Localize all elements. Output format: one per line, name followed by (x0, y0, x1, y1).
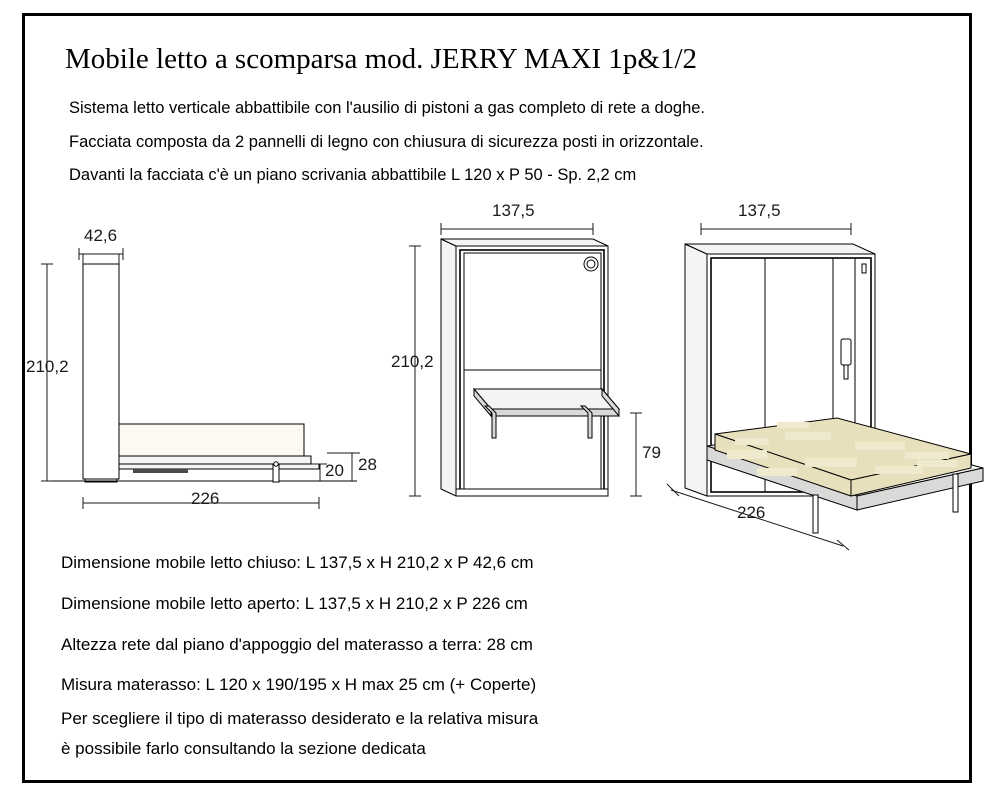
dim-label-net-high: 28 (358, 455, 377, 474)
dim-79 (630, 413, 642, 496)
dim-28 (347, 453, 357, 481)
dim-label-net-low: 20 (325, 461, 344, 480)
bed-leg-front-left (813, 495, 818, 533)
cabinet-top-panel (441, 239, 608, 246)
bed-slat-detail (133, 469, 188, 473)
dim-label-front-height: 210,2 (391, 352, 434, 371)
desk-front-edge (491, 409, 619, 416)
cabinet-left-side-panel (441, 239, 456, 496)
dim-label-total-depth: 226 (191, 489, 220, 508)
diagram-front-view (391, 201, 673, 526)
bed-leg-pivot (274, 462, 278, 466)
dim-42-6 (79, 248, 123, 260)
description-line-3: Davanti la facciata c'è un piano scrivania abbattibile L 120 x P 50 - Sp. 2,2 cm (69, 166, 637, 184)
mattress-side (119, 424, 304, 456)
dim-label-persp-width: 137,5 (738, 201, 781, 220)
dim-label-desk-height: 79 (642, 443, 661, 462)
dim-137-5-front (441, 223, 593, 235)
description-line-1: Sistema letto verticale abbattibile con l'ausilio di pistoni a gas completo di rete a doghe. (69, 99, 706, 117)
bed-leg-front-right (953, 474, 958, 512)
diagram-perspective-view (665, 201, 995, 546)
dim-label-cabinet-depth: 42,6 (84, 226, 118, 245)
spec-line-note-1: Per scegliere il tipo di materasso desiderato e la relativa misura (61, 709, 539, 728)
front-view-svg (393, 206, 673, 526)
dim-label-front-width: 137,5 (492, 201, 535, 220)
handle-lock-inner-icon (587, 260, 595, 268)
spec-line-net-height: Altezza rete dal piano d'appoggio del materasso a terra: 28 cm (61, 635, 533, 654)
front-panel-lower (464, 370, 601, 489)
spec-line-open-dimensions: Dimensione mobile letto aperto: L 137,5 x H 210,2 x P 226 cm (61, 594, 528, 613)
page-title: Mobile letto a scomparsa mod. JERRY MAXI 1p&1/2 (65, 43, 698, 75)
dim-label-persp-depth: 226 (737, 503, 766, 522)
bed-leg-side (273, 464, 279, 482)
cabinet-left-wall (685, 244, 707, 496)
spec-line-closed-dimensions: Dimensione mobile letto chiuso: L 137,5 x H 210,2 x P 42,6 cm (61, 553, 534, 572)
cabinet-body (83, 264, 119, 479)
description-line-2: Facciata composta da 2 pannelli di legno con chiusura di sicurezza posti in orizzontale. (69, 133, 704, 151)
cabinet-top-face (685, 244, 875, 254)
bed-base-side (119, 456, 311, 464)
perspective-view-svg (665, 206, 995, 546)
interior-lock-icon (862, 264, 866, 273)
front-panel-upper (464, 253, 601, 370)
desk-top-surface (474, 389, 619, 409)
spec-line-mattress-size: Misura materasso: L 120 x 190/195 x H max 25 cm (+ Coperte) (61, 675, 537, 694)
diagram-side-view (27, 206, 387, 526)
cabinet-plinth (456, 489, 608, 496)
dim-137-5-persp (701, 223, 851, 235)
spec-line-note-2: è possibile farlo consultando la sezione dedicata (61, 739, 426, 758)
drawing-sheet-frame (22, 13, 972, 783)
bed-frame-side (119, 464, 319, 469)
dim-label-side-height: 210,2 (26, 357, 69, 376)
